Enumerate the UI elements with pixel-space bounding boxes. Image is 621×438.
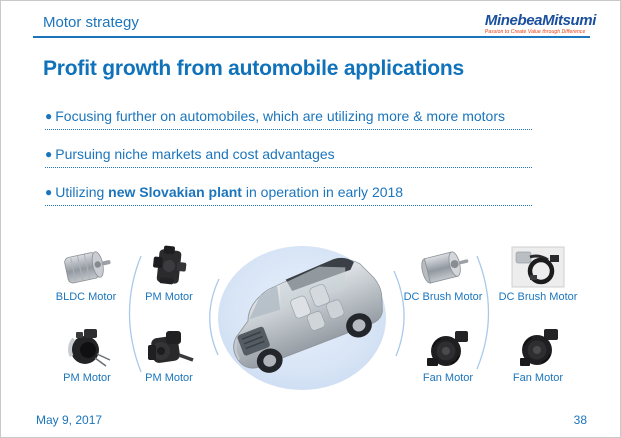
bullet-text: Focusing further on automobiles, which are utilizing more & more motors — [55, 108, 505, 124]
company-logo-tagline: Passion to Create Value through Difference — [484, 29, 586, 35]
page-title: Profit growth from automobile applications — [43, 57, 464, 80]
motor-item-dc-brush-2 — [490, 244, 586, 303]
motor-item-pm-1 — [121, 244, 217, 303]
bullet-item — [45, 104, 532, 130]
pm-motor-icon — [137, 325, 201, 371]
header-divider — [33, 36, 590, 38]
page-number: 38 — [573, 413, 587, 427]
slide-section-label: Motor strategy — [43, 14, 139, 31]
motor-label: DC Brush Motor — [498, 291, 578, 303]
company-logo-name: MinebeaMitsumi — [484, 12, 596, 29]
motor-item-dc-brush-1 — [395, 244, 491, 303]
bullet-text: Pursuing niche markets and cost advantages — [55, 146, 335, 162]
motor-item-fan-1 — [400, 325, 496, 384]
company-logo — [485, 13, 596, 35]
motor-item-bldc — [38, 244, 134, 303]
bullet-item — [45, 142, 532, 168]
bullet-text: in operation in early 2018 — [241, 184, 404, 200]
motor-label: DC Brush Motor — [403, 291, 483, 303]
fan-motor-icon — [506, 325, 570, 371]
motor-label: PM Motor — [145, 372, 193, 384]
motor-label: Fan Motor — [422, 372, 474, 384]
bullet-marker: ● — [45, 185, 53, 199]
bullet-marker: ● — [45, 147, 53, 161]
bullet-item — [45, 180, 532, 206]
motor-label: PM Motor — [63, 372, 111, 384]
fan-motor-icon — [416, 325, 480, 371]
dc-brush-motor-icon — [411, 244, 475, 290]
bldc-motor-icon — [54, 244, 118, 290]
pm-motor-icon — [137, 244, 201, 290]
pm-motor-icon — [55, 325, 119, 371]
motor-label: Fan Motor — [512, 372, 564, 384]
dc-brush-motor-icon — [506, 244, 570, 290]
bullet-list — [45, 104, 532, 218]
bullet-text-bold: new Slovakian plant — [108, 184, 242, 200]
motor-item-fan-2 — [490, 325, 586, 384]
slide-date: May 9, 2017 — [36, 413, 103, 427]
motor-item-pm-3 — [121, 325, 217, 384]
motor-label: PM Motor — [145, 291, 193, 303]
bullet-text: Utilizing — [55, 184, 109, 200]
motor-label: BLDC Motor — [55, 291, 117, 303]
bullet-marker: ● — [45, 109, 53, 123]
